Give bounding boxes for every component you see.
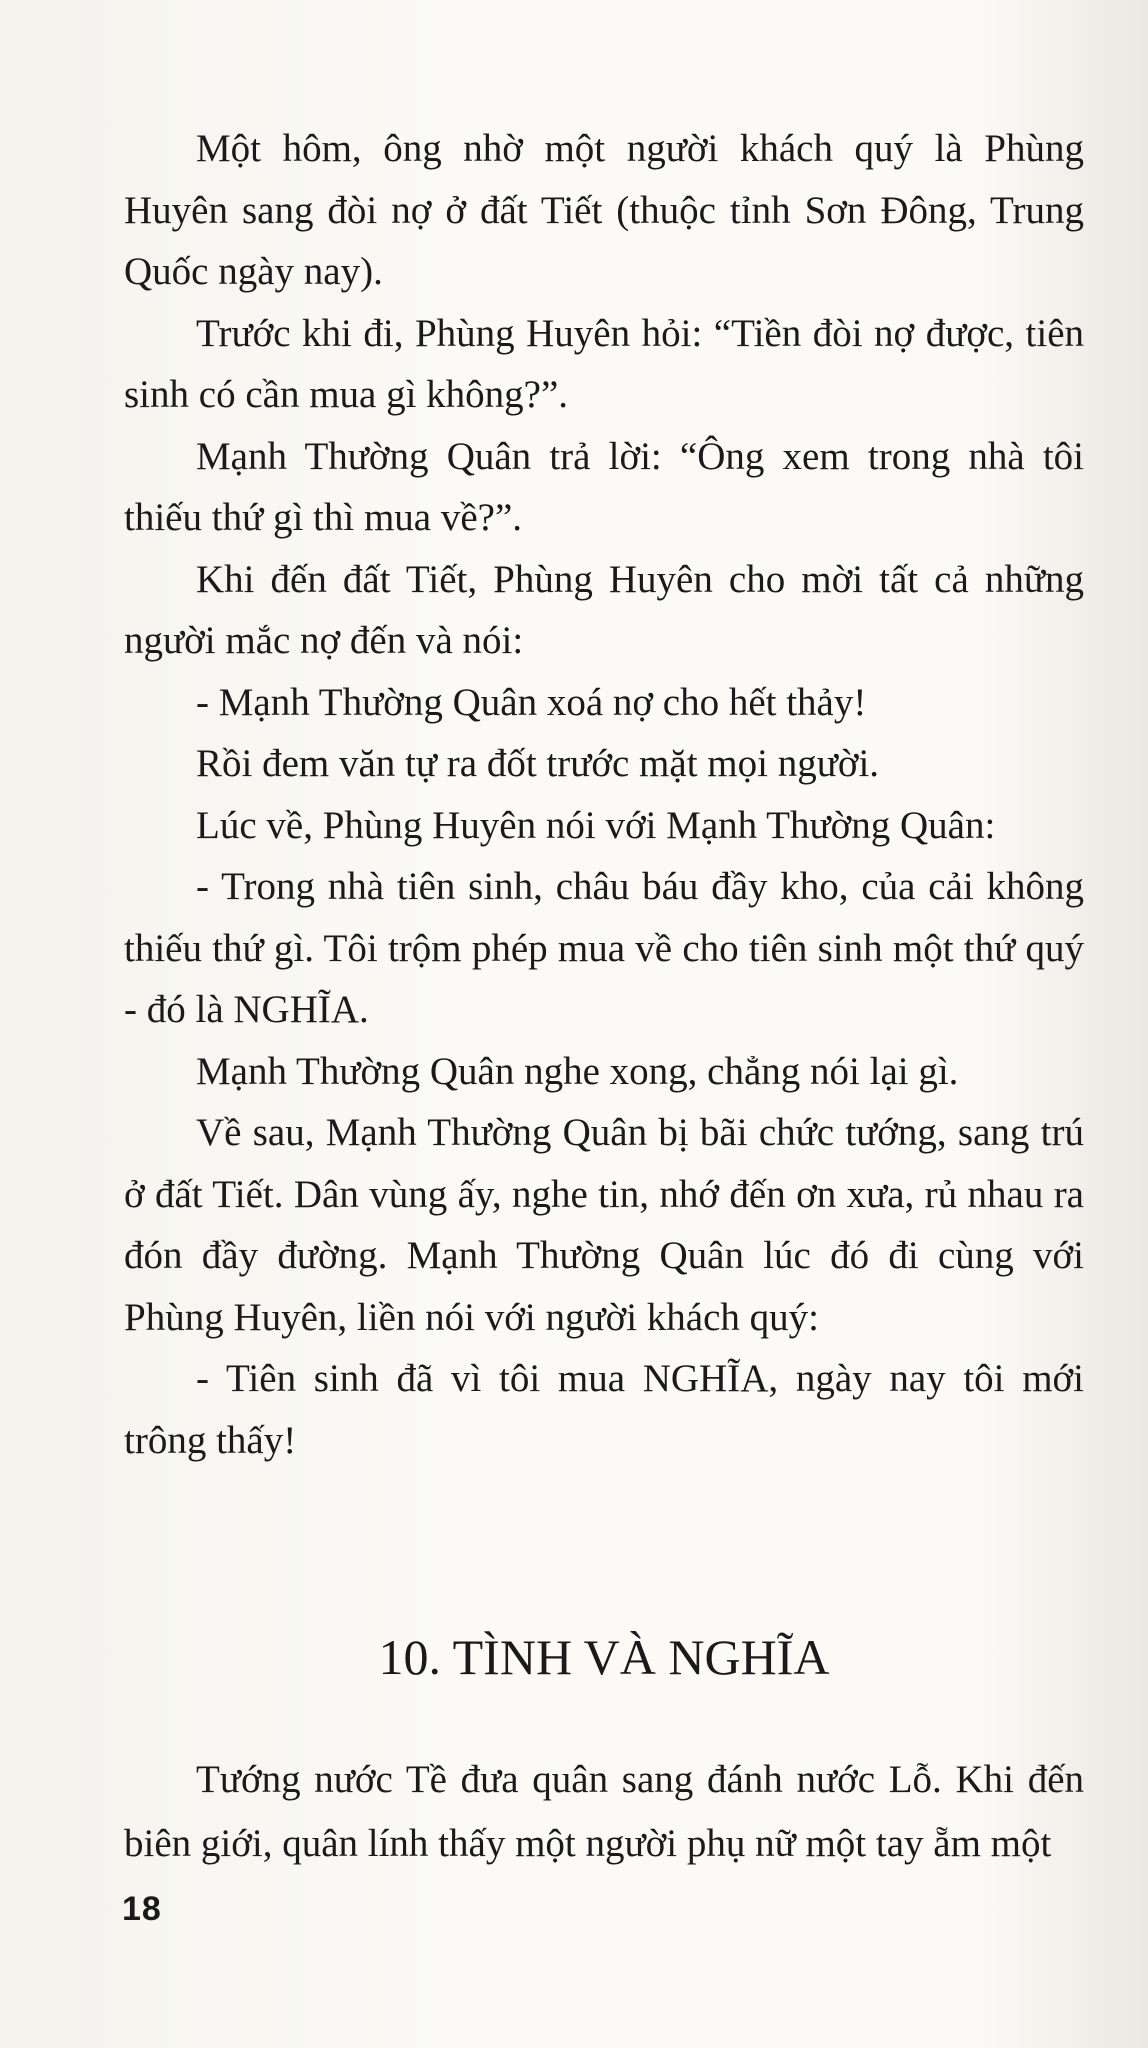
paragraph: Khi đến đất Tiết, Phùng Huyên cho mời tất cả những người mắc nợ đến và nói: [124, 557, 1084, 662]
story-text [124, 118, 1084, 1471]
paragraph: - Trong nhà tiên sinh, châu báu đầy kho, của cải không thiếu thứ gì. Tôi trộm phép mua về cho tiên sinh một thứ quý - đó là NGHĨA. [124, 865, 1084, 1031]
section-heading: 10. TÌNH VÀ NGHĨA [378, 1629, 830, 1685]
paragraph: Trước khi đi, Phùng Huyên hỏi: “Tiền đòi nợ được, tiên sinh có cần mua gì không?”. [124, 311, 1084, 416]
paragraph: - Tiên sinh đã vì tôi mua NGHĨA, ngày nay tôi mới trông thấy! [124, 1357, 1084, 1462]
paragraph: Rồi đem văn tự ra đốt trước mặt mọi người. [196, 742, 880, 785]
paragraph: Tướng nước Tề đưa quân sang đánh nước Lỗ. Khi đến biên giới, quân lính thấy một người phụ nữ một tay ẵm một [124, 1758, 1084, 1865]
paragraph: Mạnh Thường Quân nghe xong, chẳng nói lại gì. [196, 1049, 959, 1093]
section-text [124, 1748, 1084, 1876]
paragraph: Mạnh Thường Quân trả lời: “Ông xem trong nhà tôi thiếu thứ gì thì mua về?”. [124, 434, 1084, 539]
paragraph: - Mạnh Thường Quân xoá nợ cho hết thảy! [196, 680, 867, 724]
page-number: 18 [122, 1890, 162, 1928]
paragraph: Một hôm, ông nhờ một người khách quý là Phùng Huyên sang đòi nợ ở đất Tiết (thuộc tỉnh Sơn Đông, Trung Quốc ngày nay). [124, 127, 1084, 293]
paragraph: Về sau, Mạnh Thường Quân bị bãi chức tướng, sang trú ở đất Tiết. Dân vùng ấy, nghe tin, nhớ đến ơn xưa, rủ nhau ra đón đầy đường. Mạnh Thường Quân lúc đó đi cùng với Phùng Huyên, liền nói với người khách quý: [124, 1111, 1084, 1339]
paragraph: Lúc về, Phùng Huyên nói với Mạnh Thường Quân: [196, 803, 996, 847]
